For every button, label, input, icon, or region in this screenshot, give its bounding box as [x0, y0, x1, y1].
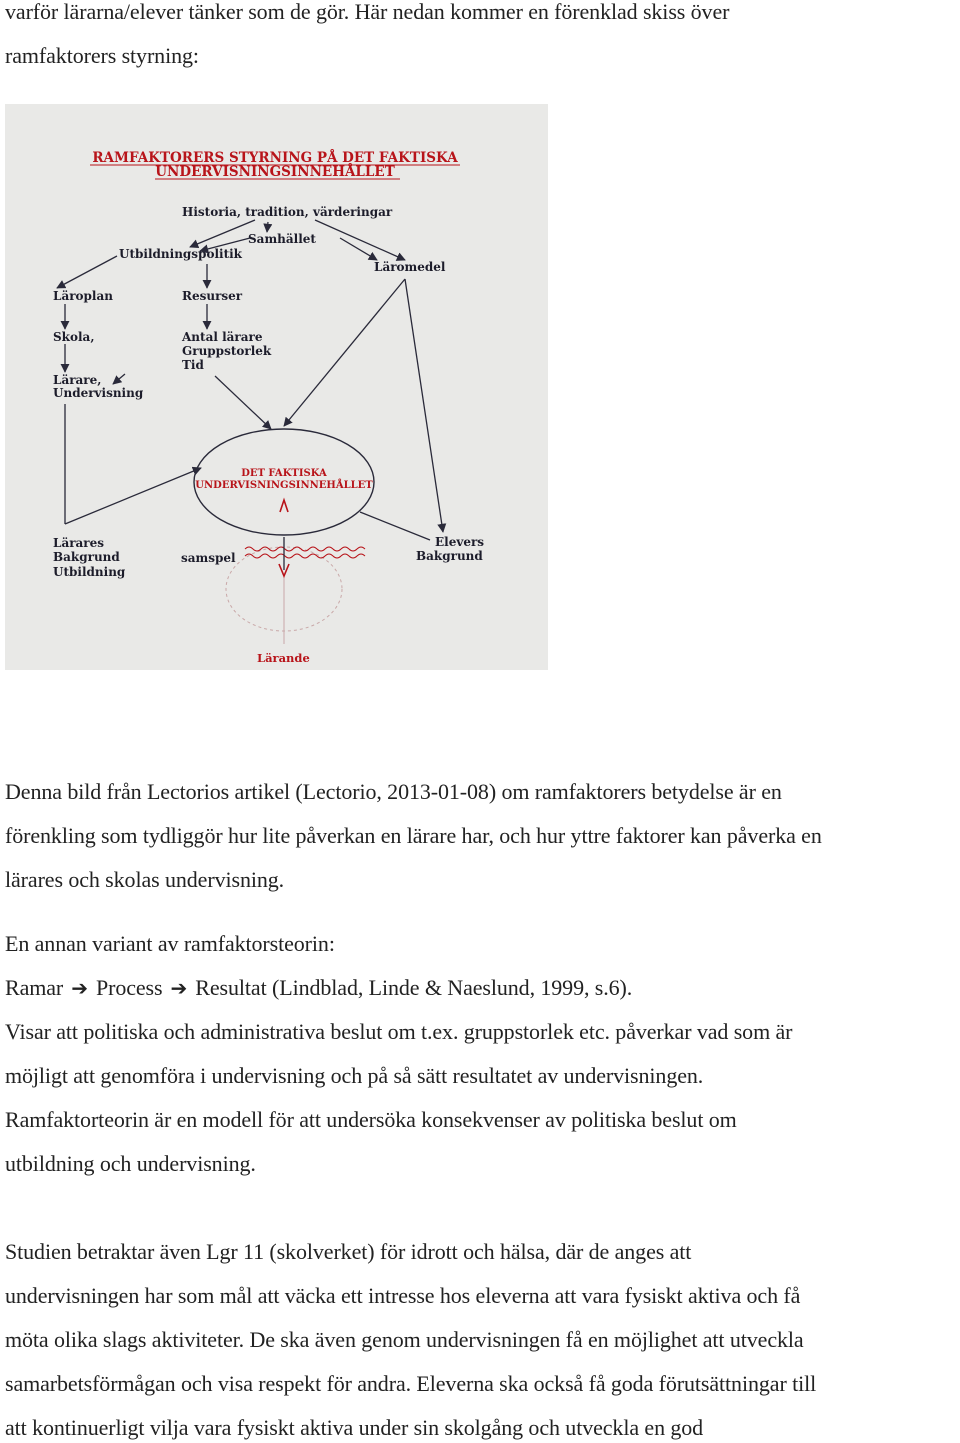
text-line: lärares och skolas undervisning. — [5, 867, 285, 892]
label-laroplan: Läroplan — [53, 289, 113, 303]
resultat-label: Resultat (Lindblad, Linde & Naeslund, 1999, s.6). — [195, 975, 633, 1000]
ramar-label: Ramar — [5, 975, 64, 1000]
label-antal-larare: Antal lärare — [182, 330, 263, 344]
label-utbildningspolitik: Utbildningspolitik — [119, 247, 242, 261]
label-bakgrund-right: Bakgrund — [416, 549, 483, 563]
label-larande: Lärande — [257, 651, 310, 665]
text-line: ramfaktorers styrning: — [5, 43, 199, 68]
text-line: möta olika slags aktiviteter. De ska även genom undervisningen få en möjlighet att utveckla — [5, 1327, 804, 1352]
label-undervisning: Undervisning — [53, 386, 144, 400]
label-utbildning: Utbildning — [53, 565, 126, 579]
text-line: Ramfaktorteorin är en modell för att undersöka konsekvenser av politiska beslut om — [5, 1107, 737, 1132]
label-bakgrund-left: Bakgrund — [53, 550, 120, 564]
text-line: utbildning och undervisning. — [5, 1151, 256, 1176]
label-samhallet: Samhället — [248, 232, 316, 246]
center-label-1: DET FAKTISKA — [241, 468, 327, 479]
text-line: Denna bild från Lectorios artikel (Lectorio, 2013-01-08) om ramfaktorers betydelse är en — [5, 779, 782, 804]
label-samspel: samspel — [181, 551, 236, 565]
label-skola: Skola, — [53, 330, 95, 344]
label-laromedel: Läromedel — [374, 260, 446, 274]
label-elevers: Elevers — [435, 535, 485, 549]
diagram-subtitle: UNDERVISNINGSINNEHÅLLET — [155, 164, 395, 180]
diagram-title: RAMFAKTORERS STYRNING PÅ DET FAKTISKA — [92, 150, 458, 166]
label-larares: Lärares — [53, 536, 105, 550]
text-line: samarbetsförmågan och visa respekt för andra. Eleverna ska också få goda förutsättningar till — [5, 1371, 817, 1396]
center-label-2: UNDERVISNINGSINNEHÅLLET — [195, 480, 373, 491]
text-line: möjligt att genomföra i undervisning och på så sätt resultatet av undervisningen. — [5, 1063, 704, 1088]
text-line: Visar att politiska och administrativa beslut om t.ex. gruppstorlek etc. påverkar vad som är — [5, 1019, 793, 1044]
text-line: att kontinuerligt vilja vara fysiskt aktiva under sin skolgång och utveckla en god — [5, 1415, 704, 1440]
text-line: undervisningen har som mål att väcka ett intresse hos eleverna att vara fysiskt aktiva och få — [5, 1283, 801, 1308]
label-tid: Tid — [182, 358, 204, 372]
ramfaktor-diagram — [5, 104, 548, 670]
label-gruppstorlek: Gruppstorlek — [182, 344, 272, 358]
right-arrow-icon: ➔ — [170, 976, 188, 1000]
text-line: varför lärarna/elever tänker som de gör. Här nedan kommer en förenklad skiss över — [5, 0, 730, 24]
label-larare: Lärare, — [53, 373, 102, 387]
label-historia: Historia, tradition, värderingar — [182, 205, 393, 219]
text-line: förenkling som tydliggör hur lite påverkan en lärare har, och hur yttre faktorer kan påverka en — [5, 823, 822, 848]
label-resurser: Resurser — [182, 289, 243, 303]
text-line: Studien betraktar även Lgr 11 (skolverket) för idrott och hälsa, där de anges att — [5, 1239, 692, 1264]
text-line: En annan variant av ramfaktorsteorin: — [5, 931, 335, 956]
ramar-process-resultat-line — [5, 975, 632, 1001]
right-arrow-icon: ➔ — [71, 976, 88, 1000]
process-label: Process — [95, 975, 163, 1000]
ramfaktor-diagram-figure — [5, 104, 548, 670]
